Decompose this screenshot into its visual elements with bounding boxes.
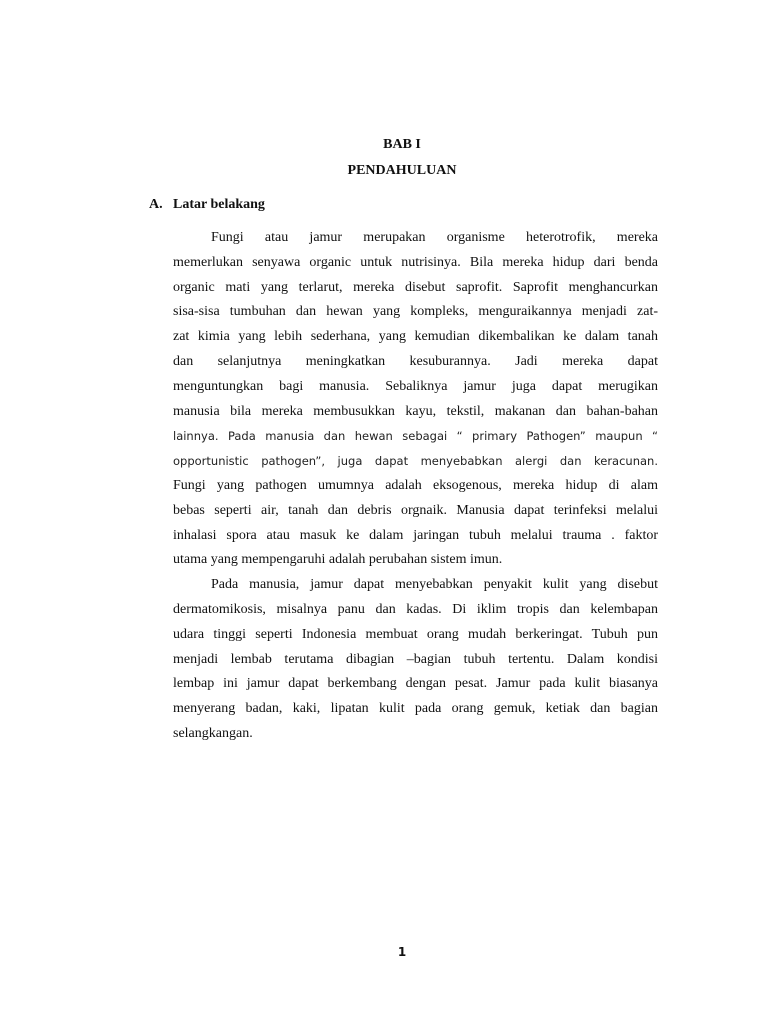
paragraph-line: menyerang badan, kaki, lipatan kulit pada orang gemuk, ketiak dan bagian [173, 701, 658, 717]
body-text [173, 226, 658, 747]
paragraph-line: bebas seperti air, tanah dan debris orgnaik. Manusia dapat terinfeksi melalui [173, 502, 658, 518]
paragraph-line: menguntungkan bagi manusia. Sebaliknya jamur juga dapat merugikan [173, 378, 658, 394]
section-heading [149, 197, 265, 213]
section-title: Latar belakang [173, 197, 265, 212]
paragraph-line: Fungi atau jamur merupakan organisme heterotrofik, mereka [211, 230, 658, 245]
paragraph-line: lainnya. Pada manusia dan hewan sebagai “ primary Pathogen” maupun “ [173, 429, 658, 444]
section-letter: A. [149, 197, 163, 212]
paragraph-line: manusia bila mereka membusukkan kayu, tekstil, makanan dan bahan-bahan [173, 403, 658, 419]
paragraph-line: utama yang mempengaruhi adalah perubahan sistem imun. [173, 552, 503, 568]
paragraph-line: organic mati yang terlarut, mereka disebut saprofit. Saprofit menghancurkan [173, 279, 658, 295]
chapter-number: BAB I [383, 137, 421, 152]
paragraph-line: zat kimia yang lebih sederhana, yang kemudian dikembalikan ke dalam tanah [173, 329, 658, 345]
page-number: 1 [397, 945, 407, 959]
paragraph-line: selangkangan. [173, 725, 253, 741]
paragraph-line: Fungi yang pathogen umumnya adalah eksogenous, mereka hidup di alam [173, 477, 658, 493]
paragraph-line: memerlukan senyawa organic untuk nutrisinya. Bila mereka hidup dari benda [173, 254, 658, 270]
paragraph-line: Pada manusia, jamur dapat menyebabkan penyakit kulit yang disebut [211, 577, 658, 593]
paragraph-line: inhalasi spora atau masuk ke dalam jaringan tubuh melalui trauma . faktor [173, 527, 658, 543]
paragraph-line: lembap ini jamur dapat berkembang dengan pesat. Jamur pada kulit biasanya [173, 676, 658, 692]
paragraph-line: dermatomikosis, misalnya panu dan kadas. Di iklim tropis dan kelembapan [173, 601, 658, 617]
paragraph-line: menjadi lembab terutama dibagian –bagian tubuh tertentu. Dalam kondisi [173, 651, 658, 667]
paragraph-line: udara tinggi seperti Indonesia membuat orang mudah berkeringat. Tubuh pun [173, 626, 658, 642]
chapter-title: PENDAHULUAN [347, 163, 457, 178]
paragraph-line: opportunistic pathogen”, juga dapat menyebabkan alergi dan keracunan. [173, 454, 658, 469]
paragraph-line: sisa-sisa tumbuhan dan hewan yang kompleks, menguraikannya menjadi zat- [173, 304, 658, 320]
paragraph-line: dan selanjutnya meningkatkan kesuburannya. Jadi mereka dapat [173, 353, 658, 369]
